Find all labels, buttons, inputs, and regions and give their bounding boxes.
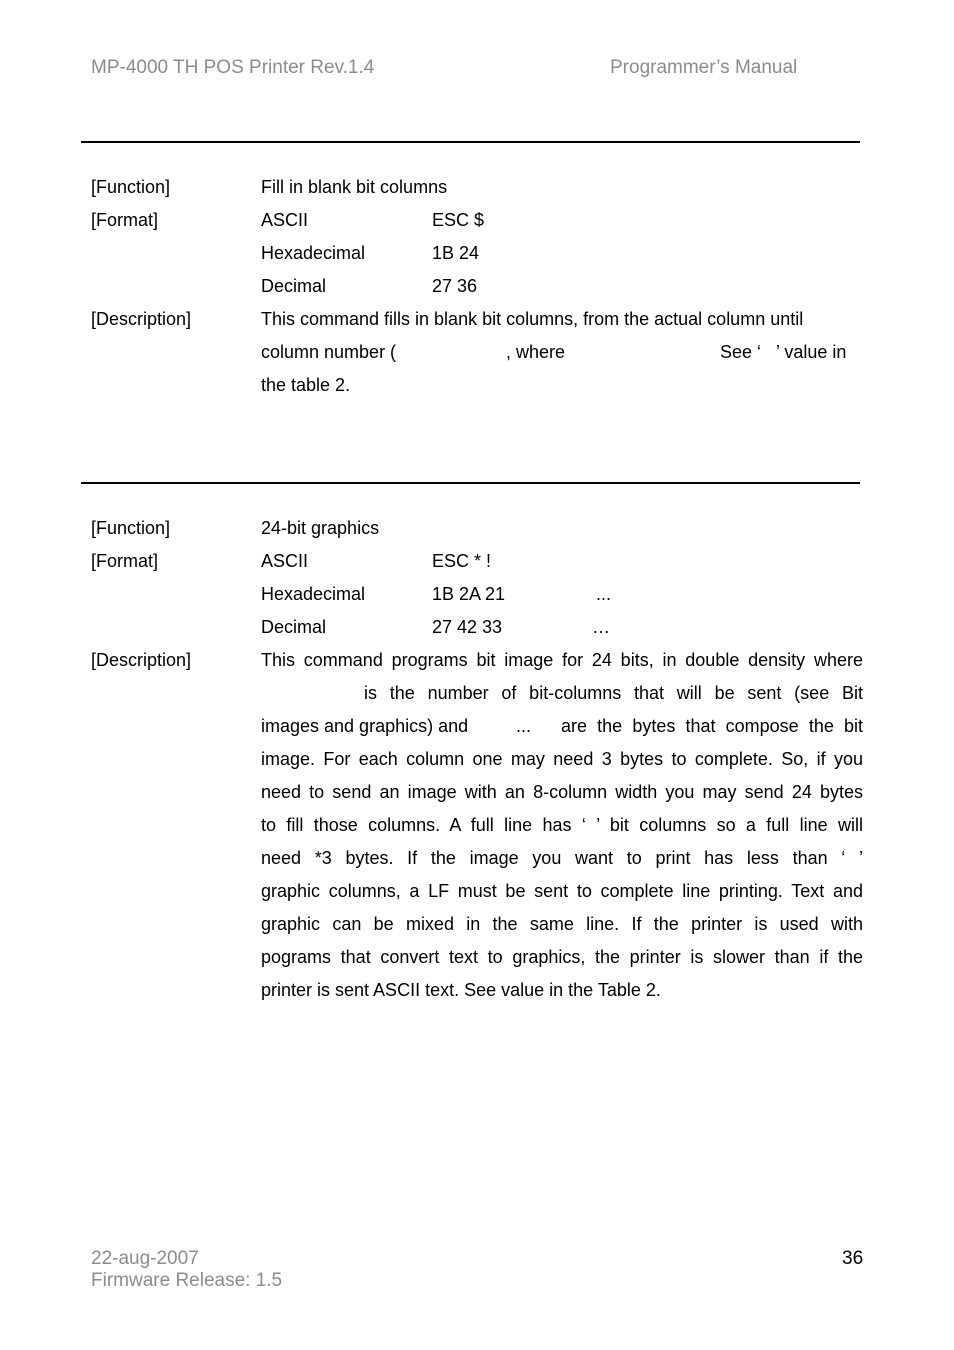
format-type: Decimal xyxy=(261,617,327,637)
function-row xyxy=(0,171,954,204)
description-row xyxy=(0,644,954,1007)
description-text xyxy=(261,303,863,402)
page-number: 36 xyxy=(842,1248,864,1269)
format-type: ASCII xyxy=(261,210,309,230)
format-type: ASCII xyxy=(261,551,309,571)
description-segment: ... xyxy=(516,716,532,736)
format-data-ellipsis: ... xyxy=(596,584,612,604)
header-manual-title: Programmer’s Manual xyxy=(610,57,798,78)
format-type: Hexadecimal xyxy=(261,584,366,604)
description-row xyxy=(0,303,954,402)
description-segment: is the number of bit-columns that will be sent (see Bit xyxy=(364,683,863,703)
format-label: [Format] xyxy=(91,551,159,571)
format-code: 27 36 xyxy=(432,276,478,296)
format-code: 1B 2A 21 xyxy=(432,584,506,604)
format-row-hexadecimal xyxy=(0,578,954,611)
command-section-esc-dollar xyxy=(0,171,954,402)
description-label: [Description] xyxy=(91,309,192,329)
description-segment: are the bytes that compose the bit xyxy=(561,716,863,736)
format-data-ellipsis: … xyxy=(592,617,610,637)
description-line: pograms that convert text to graphics, the printer is slower than if the xyxy=(261,947,863,967)
format-row-decimal xyxy=(0,270,954,303)
description-line: the table 2. xyxy=(261,375,351,395)
section-divider xyxy=(81,141,860,143)
format-code: 1B 24 xyxy=(432,243,480,263)
description-segment: column number ( xyxy=(261,342,397,362)
format-code: ESC * ! xyxy=(432,551,492,571)
function-value: Fill in blank bit columns xyxy=(261,177,448,197)
description-segment: images and graphics) and xyxy=(261,716,469,736)
function-row xyxy=(0,512,954,545)
description-label: [Description] xyxy=(91,650,192,670)
description-line: need to send an image with an 8-column width you may send 24 bytes xyxy=(261,782,863,802)
description-line: graphic columns, a LF must be sent to complete line printing. Text and xyxy=(261,881,863,901)
format-type: Hexadecimal xyxy=(261,243,366,263)
format-row-ascii xyxy=(0,204,954,237)
description-line: This command fills in blank bit columns, from the actual column until xyxy=(261,309,804,329)
description-segment: See ‘ ’ value in xyxy=(720,342,847,362)
format-code: 27 42 33 xyxy=(432,617,503,637)
function-label: [Function] xyxy=(91,177,171,197)
description-line xyxy=(261,336,863,369)
description-text xyxy=(261,644,863,1007)
description-line: printer is sent ASCII text. See value in the Table 2. xyxy=(261,980,661,1000)
description-segment: , where xyxy=(506,342,566,362)
format-code: ESC $ xyxy=(432,210,485,230)
description-line xyxy=(261,710,863,743)
description-line: image. For each column one may need 3 bytes to complete. So, if you xyxy=(261,749,863,769)
footer-firmware-release: Firmware Release: 1.5 xyxy=(91,1270,283,1291)
format-label: [Format] xyxy=(91,210,159,230)
section-divider xyxy=(81,482,860,484)
description-line: need *3 bytes. If the image you want to print has less than ‘ ’ xyxy=(261,848,863,868)
function-label: [Function] xyxy=(91,518,171,538)
command-section-esc-star xyxy=(0,512,954,1007)
footer-date: 22-aug-2007 xyxy=(91,1248,199,1269)
description-line: graphic can be mixed in the same line. If the printer is used with xyxy=(261,914,863,934)
description-line: to fill those columns. A full line has ‘ ’ bit columns so a full line will xyxy=(261,815,863,835)
format-type: Decimal xyxy=(261,276,327,296)
function-value: 24-bit graphics xyxy=(261,518,380,538)
format-row-hexadecimal xyxy=(0,237,954,270)
format-row-ascii xyxy=(0,545,954,578)
description-line xyxy=(261,677,863,710)
header-document-title: MP-4000 TH POS Printer Rev.1.4 xyxy=(91,57,375,78)
format-row-decimal xyxy=(0,611,954,644)
description-line: This command programs bit image for 24 bits, in double density where xyxy=(261,650,863,670)
